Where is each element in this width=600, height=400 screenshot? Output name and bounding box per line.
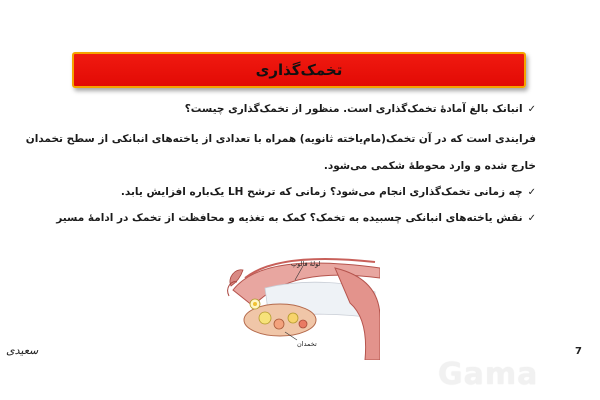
paragraph-text-2: خارج شده و وارد محوطهٔ شکمی می‌شود.: [323, 160, 536, 172]
paragraph-line-2: [56, 160, 536, 172]
author-signature: سعیدی: [6, 344, 39, 357]
slide-title: تخمک‌گذاری: [255, 61, 343, 79]
paragraph-text-1: فرایندی است که در آن تخمک(مام‌یاخته ثانویه) همراه با تعدادی از یاخته‌های انبانکی از سطح تخمدان: [25, 133, 536, 145]
bullet-text-2: چه زمانی تخمک‌گذاری انجام می‌شود؟ زمانی که ترشح LH یک‌باره افزایش یابد.: [120, 186, 523, 198]
bullet-text-1: انبانک بالغ آمادهٔ تخمک‌گذاری است. منظور از تخمک‌گذاری چیست؟: [184, 103, 523, 115]
label-fallopian-tube: لولهٔ فالوپ: [291, 260, 321, 268]
bullet-text-3: نقش یاخته‌های انبانکی چسبیده به تخمک؟ کمک به تغذیه و محافظت از تخمک در ادامهٔ مسیر: [56, 212, 523, 224]
bullet-line-1: [56, 103, 536, 115]
paragraph-line-1: [25, 133, 536, 145]
check-icon: ✓: [527, 213, 536, 224]
page-number: 7: [575, 346, 582, 357]
check-icon: ✓: [527, 187, 536, 198]
bullet-line-3: [56, 212, 536, 224]
bullet-line-2: [56, 186, 536, 198]
ovary-diagram: [225, 248, 380, 360]
label-ovary: تخمدان: [297, 340, 317, 348]
watermark-logo: Gama: [438, 357, 539, 392]
title-bar: [72, 52, 526, 88]
check-icon: ✓: [527, 104, 536, 115]
